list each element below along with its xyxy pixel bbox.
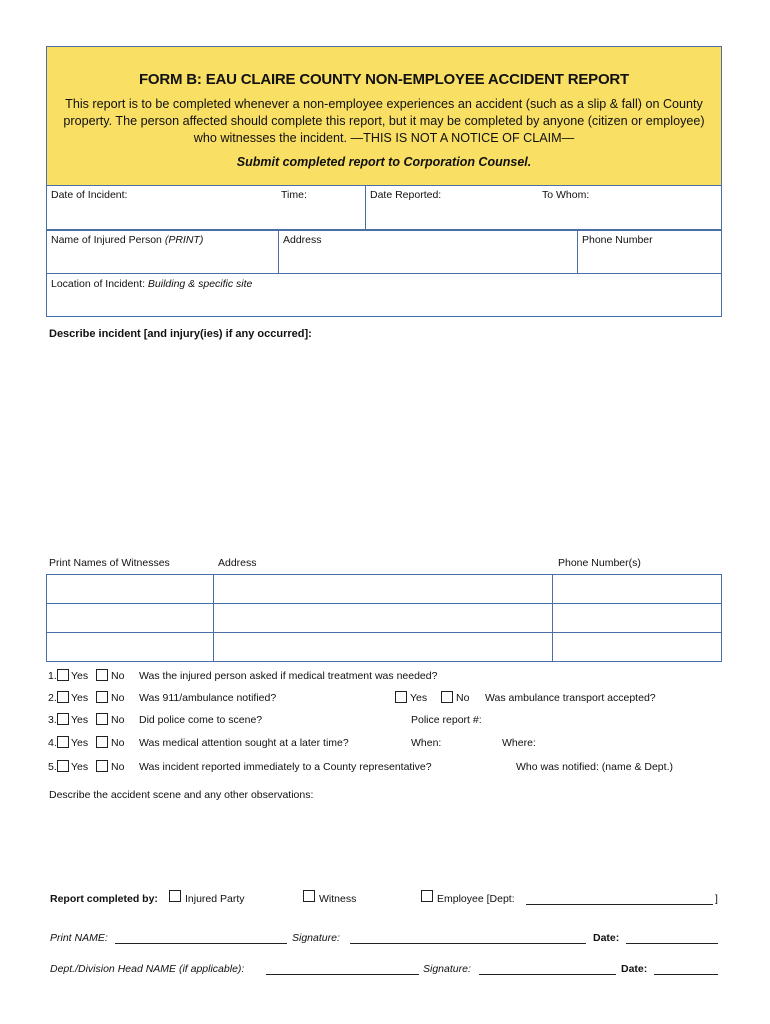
dept-head-name-line[interactable]	[266, 974, 419, 975]
phone-label: Phone Number	[582, 234, 653, 246]
q2-text: Was 911/ambulance notified?	[139, 692, 277, 704]
employee-bracket: ]	[715, 893, 718, 905]
q4-yes-checkbox[interactable]	[57, 736, 69, 748]
q2b-no-checkbox[interactable]	[441, 691, 453, 703]
dept-head-signature-label: Signature:	[423, 963, 471, 975]
form-header	[46, 46, 722, 186]
location-field[interactable]	[46, 273, 722, 317]
q1-text: Was the injured person asked if medical treatment was needed?	[139, 670, 438, 682]
witness-3-address[interactable]	[213, 632, 553, 662]
q5-no-checkbox[interactable]	[96, 760, 108, 772]
q2-no-label: No	[111, 692, 125, 704]
describe-scene-label: Describe the accident scene and any other observations:	[49, 789, 314, 801]
witness-1-name[interactable]	[46, 574, 214, 604]
witness-2-name[interactable]	[46, 603, 214, 633]
q1-number: 1.	[48, 670, 57, 682]
q3-no-checkbox[interactable]	[96, 713, 108, 725]
q2b-text: Was ambulance transport accepted?	[485, 692, 656, 704]
q4-text: Was medical attention sought at a later time?	[139, 737, 349, 749]
date-of-incident-field[interactable]	[46, 185, 366, 230]
form-instructions: This report is to be completed whenever a non-employee experiences an accident (such as a slip & fall) on County property. The person affected should complete this report, but it may be completed by anyone (citizen or employee) who witnesses the incident. —THIS IS NOT A NOTICE OF CLAIM—	[63, 97, 705, 145]
q3-yes-checkbox[interactable]	[57, 713, 69, 725]
witness-1-address[interactable]	[213, 574, 553, 604]
witness-checkbox[interactable]	[303, 890, 315, 902]
to-whom-label: To Whom:	[542, 189, 590, 201]
employee-dept-line[interactable]	[526, 904, 713, 905]
where-label: Where:	[502, 737, 536, 749]
form-title: FORM B: EAU CLAIRE COUNTY NON-EMPLOYEE ACCIDENT REPORT	[138, 71, 630, 88]
q3-no-label: No	[111, 714, 125, 726]
q2b-yes-label: Yes	[410, 692, 428, 704]
who-notified-label: Who was notified: (name & Dept.)	[516, 761, 673, 773]
witness-2-phone[interactable]	[552, 603, 722, 633]
dept-head-signature-line[interactable]	[479, 974, 616, 975]
q2-yes-label: Yes	[71, 692, 89, 704]
q1-yes-checkbox[interactable]	[57, 669, 69, 681]
witness-1-phone[interactable]	[552, 574, 722, 604]
describe-incident-label: Describe incident [and injury(ies) if any occurred]:	[49, 328, 312, 340]
location-hint: Building & specific site	[147, 278, 253, 290]
employee-checkbox[interactable]	[421, 890, 433, 902]
q5-yes-label: Yes	[71, 761, 89, 773]
describe-scene-area[interactable]	[46, 806, 722, 882]
q1-yes-label: Yes	[71, 670, 89, 682]
witness-address-header: Address	[218, 557, 257, 569]
q1-no-checkbox[interactable]	[96, 669, 108, 681]
location-label: Location of Incident:	[51, 278, 145, 290]
q2-no-checkbox[interactable]	[96, 691, 108, 703]
q4-no-label: No	[111, 737, 125, 749]
date-line[interactable]	[626, 943, 718, 944]
date-label: Date:	[593, 932, 620, 944]
time-label: Time:	[281, 189, 307, 201]
q3-number: 3.	[48, 714, 57, 726]
witness-phone-header: Phone Number(s)	[558, 557, 641, 569]
witness-name-header: Print Names of Witnesses	[49, 557, 170, 569]
completed-by-label: Report completed by:	[50, 893, 158, 905]
injured-name-field[interactable]	[46, 230, 279, 274]
q5-number: 5.	[48, 761, 57, 773]
q5-yes-checkbox[interactable]	[57, 760, 69, 772]
q2b-no-label: No	[456, 692, 470, 704]
date-reported-field[interactable]	[365, 185, 722, 230]
q2b-yes-checkbox[interactable]	[395, 691, 407, 703]
dept-head-date-label: Date:	[621, 963, 648, 975]
phone-field[interactable]	[577, 230, 722, 274]
q5-text: Was incident reported immediately to a County representative?	[139, 761, 432, 773]
date-of-incident-label: Date of Incident:	[51, 189, 128, 201]
injured-party-label: Injured Party	[185, 893, 245, 905]
q3-text: Did police come to scene?	[139, 714, 263, 726]
dept-head-date-line[interactable]	[654, 974, 718, 975]
police-report-label: Police report #:	[411, 714, 482, 726]
q4-yes-label: Yes	[71, 737, 89, 749]
q5-no-label: No	[111, 761, 125, 773]
print-name-label: Print NAME:	[50, 932, 108, 944]
date-reported-label: Date Reported:	[370, 189, 442, 201]
witness-label: Witness	[319, 893, 357, 905]
dept-head-label: Dept./Division Head NAME (if applicable):	[50, 963, 245, 975]
address-label: Address	[283, 234, 322, 246]
witness-2-address[interactable]	[213, 603, 553, 633]
print-name-line[interactable]	[115, 943, 287, 944]
injured-name-hint: (PRINT)	[164, 234, 204, 246]
q2-number: 2.	[48, 692, 57, 704]
injured-party-checkbox[interactable]	[169, 890, 181, 902]
witness-3-name[interactable]	[46, 632, 214, 662]
address-field[interactable]	[278, 230, 578, 274]
q1-no-label: No	[111, 670, 125, 682]
q4-number: 4.	[48, 737, 57, 749]
q4-no-checkbox[interactable]	[96, 736, 108, 748]
injured-name-label: Name of Injured Person	[51, 234, 162, 246]
describe-incident-area[interactable]	[46, 348, 722, 548]
signature-label: Signature:	[292, 932, 340, 944]
q3-yes-label: Yes	[71, 714, 89, 726]
when-label: When:	[411, 737, 442, 749]
q2-yes-checkbox[interactable]	[57, 691, 69, 703]
witness-3-phone[interactable]	[552, 632, 722, 662]
employee-label: Employee [Dept:	[437, 893, 515, 905]
signature-line[interactable]	[350, 943, 586, 944]
submit-instruction: Submit completed report to Corporation Counsel.	[236, 155, 532, 169]
